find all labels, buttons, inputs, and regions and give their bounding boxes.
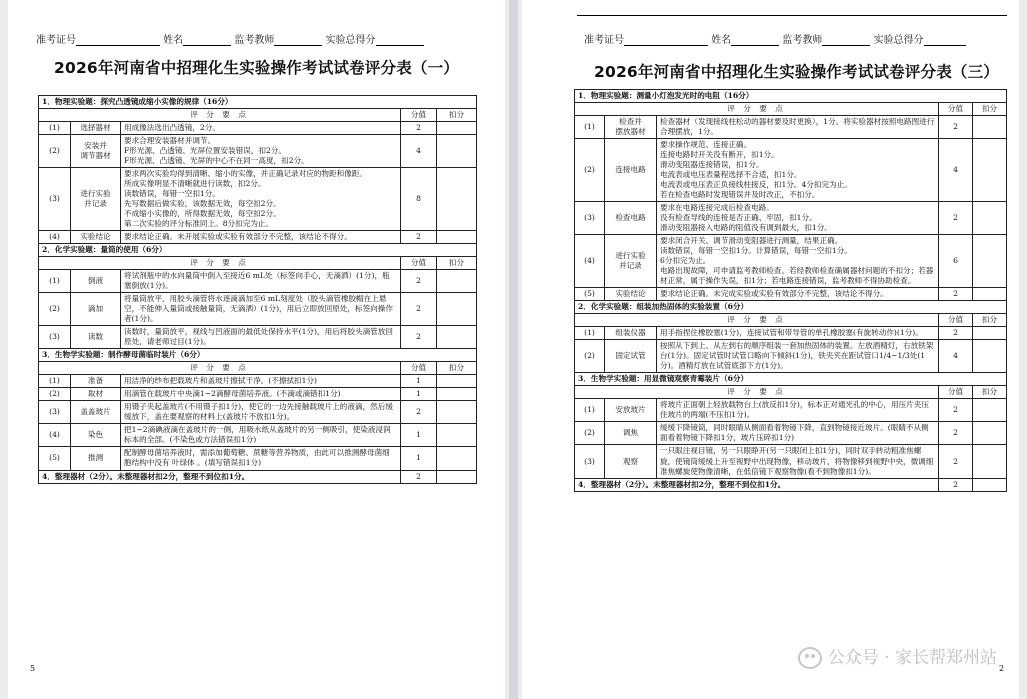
total-score-blank bbox=[924, 35, 966, 46]
row-score: 2 bbox=[939, 399, 973, 422]
section-title-row bbox=[39, 244, 477, 257]
table-row bbox=[575, 116, 1007, 139]
row-score: 1 bbox=[401, 447, 437, 470]
wechat-icon bbox=[798, 647, 822, 669]
row-score: 2 bbox=[939, 445, 973, 478]
row-points: 用成像法选出凸透镜，2分。 bbox=[121, 122, 401, 135]
row-number: (2) bbox=[575, 340, 605, 373]
row-item: 滴加 bbox=[71, 293, 121, 326]
section-title: 1．物理实验题：测量小灯泡发光时的电阻（16分） bbox=[575, 90, 1007, 103]
header-deduction: 扣分 bbox=[973, 386, 1007, 399]
footer-score: 2 bbox=[939, 478, 973, 491]
row-score: 2 bbox=[939, 327, 973, 340]
row-deduction-blank bbox=[437, 388, 477, 401]
row-score: 1 bbox=[401, 388, 437, 401]
footer-tidy-up: 4．整理器材（2分）。未整理器材扣2分，整理不到位扣1分。 bbox=[39, 470, 401, 483]
table-header-row bbox=[575, 103, 1007, 116]
row-item: 染色 bbox=[71, 424, 121, 447]
total-score-blank bbox=[376, 35, 424, 46]
footer-deduction-blank bbox=[973, 478, 1007, 491]
row-item: 读数 bbox=[71, 326, 121, 349]
top-rule bbox=[577, 15, 1007, 16]
row-deduction-blank bbox=[437, 270, 477, 293]
name-blank bbox=[183, 35, 231, 46]
row-number: (3) bbox=[39, 168, 71, 231]
label-total-score: 实验总得分 bbox=[325, 35, 376, 46]
row-score: 6 bbox=[939, 235, 973, 288]
row-points: 缓缓下降镜筒，同时眼睛从侧面看着物镜下降，直到物镜接近玻片。(眼睛不从侧面看着物镜下降扣1分，玻片压碎扣1分) bbox=[657, 422, 939, 445]
row-item: 选择器材 bbox=[71, 122, 121, 135]
row-item: 检查并 摆放器材 bbox=[605, 116, 657, 139]
row-points: 要求结论正确。未开展实验或实验有效部分不完整，该结论不得分。 bbox=[121, 231, 401, 244]
row-number: (3) bbox=[575, 202, 605, 235]
header-score: 分值 bbox=[939, 103, 973, 116]
row-deduction-blank bbox=[437, 122, 477, 135]
proctor-blank bbox=[274, 35, 322, 46]
row-points: 用洁净的纱布把载玻片和盖玻片擦拭干净。(不擦拭扣1分) bbox=[121, 375, 401, 388]
row-deduction-blank bbox=[973, 399, 1007, 422]
row-item: 进行实验 并记录 bbox=[71, 168, 121, 231]
row-item: 连接电路 bbox=[605, 139, 657, 202]
row-score: 2 bbox=[939, 202, 973, 235]
row-number: (4) bbox=[575, 235, 605, 288]
row-points: 按照从下到上、从左到右的顺序组装一套加热固体的装置。左放酒精灯，右放铁架台(1分)。固定试管时试管口略向下倾斜(1分)，铁夹夹在距试管口1/4~1/3处(1分)。酒精灯放在试管底部下方(1分)。 bbox=[657, 340, 939, 373]
row-points: 要求在电路连接完成后检查电路。 没有检查导线的连接是否正确、牢固，扣1分。 滑动变阻器接入电路的阻值没有调到最大，扣1分。 bbox=[657, 202, 939, 235]
row-deduction-blank bbox=[973, 445, 1007, 478]
row-score: 2 bbox=[939, 116, 973, 139]
row-deduction-blank bbox=[437, 293, 477, 326]
row-number: (1) bbox=[39, 122, 71, 135]
table-row bbox=[39, 293, 477, 326]
row-deduction-blank bbox=[973, 116, 1007, 139]
row-points: 要求结论正确。未完成实验或实验有效部分不完整，该结论不得分。 bbox=[657, 288, 939, 301]
section-title: 3．生物学实验题：制作酵母菌临时装片（6分） bbox=[39, 349, 477, 362]
page-number: 2 bbox=[999, 664, 1005, 673]
header-score: 分值 bbox=[401, 109, 437, 122]
table-header-row bbox=[39, 257, 477, 270]
row-number: (2) bbox=[39, 293, 71, 326]
row-score: 1 bbox=[401, 424, 437, 447]
row-points: 用手指捏住橡胶塞(1分)，连接试管和带导管的单孔橡胶塞(有旋转动作)(1分)。 bbox=[657, 327, 939, 340]
row-points: 用镊子夹起盖玻片(不用镊子扣1分)，使它的一边先接触载玻片上的液滴，然后缓缓放下，盖在要观察的材料上(盖玻片不放扣1分)。 bbox=[121, 401, 401, 424]
row-number: (4) bbox=[39, 231, 71, 244]
page-gutter bbox=[509, 0, 518, 699]
table-row bbox=[39, 231, 477, 244]
header-deduction: 扣分 bbox=[973, 314, 1007, 327]
table-row bbox=[39, 135, 477, 168]
row-number: (2) bbox=[575, 139, 605, 202]
row-number: (1) bbox=[575, 116, 605, 139]
section-title-row bbox=[39, 96, 477, 109]
row-points: 将试剂瓶中的水向量筒中倒入至接近6 mL处（标签向手心，无滴洒）(1分)，瓶塞倒放(1分)。 bbox=[121, 270, 401, 293]
exam-sheet-page-1 bbox=[8, 0, 505, 699]
row-number: (3) bbox=[39, 401, 71, 424]
table-row bbox=[575, 445, 1007, 478]
row-points: 用滴管在载玻片中央滴1~2滴酵母菌培养液。(不滴或滴错扣1分) bbox=[121, 388, 401, 401]
label-admission-no: 准考证号 bbox=[36, 35, 76, 46]
header-deduction: 扣分 bbox=[437, 362, 477, 375]
table-row bbox=[575, 340, 1007, 373]
section-title: 2．化学实验题：组装加热固体的实验装置（6分） bbox=[575, 301, 1007, 314]
row-item: 组装仪器 bbox=[605, 327, 657, 340]
row-item: 观察 bbox=[605, 445, 657, 478]
row-deduction-blank bbox=[437, 326, 477, 349]
footer-deduction-blank bbox=[437, 470, 477, 483]
row-score: 2 bbox=[401, 326, 437, 349]
header-scoring-points: 评 分 要 点 bbox=[575, 103, 939, 116]
scoring-table bbox=[38, 95, 477, 484]
row-item: 实验结论 bbox=[605, 288, 657, 301]
table-row bbox=[39, 447, 477, 470]
row-score: 4 bbox=[939, 139, 973, 202]
table-row bbox=[575, 288, 1007, 301]
row-deduction-blank bbox=[437, 168, 477, 231]
row-score: 4 bbox=[401, 135, 437, 168]
row-deduction-blank bbox=[437, 447, 477, 470]
header-deduction: 扣分 bbox=[437, 257, 477, 270]
row-score: 2 bbox=[401, 293, 437, 326]
label-total-score: 实验总得分 bbox=[873, 35, 924, 46]
section-title-row bbox=[39, 349, 477, 362]
row-score: 1 bbox=[401, 375, 437, 388]
row-item: 盖盖玻片 bbox=[71, 401, 121, 424]
page-title: 2026年河南省中招理化生实验操作考试试卷评分表（一） bbox=[53, 59, 460, 77]
table-row bbox=[39, 375, 477, 388]
admission-no-blank bbox=[624, 35, 708, 46]
row-points: 检查器材（发现接线柱松动的器材要及时更换），1分。将实验器材按照电路图进行合理摆放，1分。 bbox=[657, 116, 939, 139]
page-title: 2026年河南省中招理化生实验操作考试试卷评分表（三） bbox=[593, 63, 1000, 81]
header-scoring-points: 评 分 要 点 bbox=[39, 109, 401, 122]
admission-no-blank bbox=[76, 35, 160, 46]
row-deduction-blank bbox=[973, 235, 1007, 288]
row-points: 配制酵母菌培养液时，需添加葡萄糖、蔗糖等营养物质，由此可以推测酵母菌细胞结构中没有 叶绿体 。(填写错误扣1分) bbox=[121, 447, 401, 470]
row-number: (2) bbox=[39, 388, 71, 401]
watermark bbox=[798, 643, 997, 669]
row-deduction-blank bbox=[973, 288, 1007, 301]
row-score: 2 bbox=[401, 231, 437, 244]
row-number: (1) bbox=[575, 327, 605, 340]
row-number: (1) bbox=[39, 375, 71, 388]
row-score: 2 bbox=[401, 122, 437, 135]
row-points: 要求闭合开关、调节滑动变阻器进行测量，结果正确。 读数错误，每错一空扣1分。计算错误，每错一空扣1分。 6分扣完为止。 电路出现故障，可申请监考教师检查。若经教师检查确属器材问题的不扣分；若器材正常，属于操作失误，扣1分；若电路连接错误，监考教师不得协助检查。 bbox=[657, 235, 939, 288]
row-points: 将玻片正面朝上轻放载物台上(放反扣1分)，标本正对通光孔的中心，用压片夹压住玻片的两端(不压扣1分)。 bbox=[657, 399, 939, 422]
table-row bbox=[575, 139, 1007, 202]
row-number: (3) bbox=[575, 445, 605, 478]
scoring-table bbox=[574, 89, 1007, 492]
row-points: 要求两次实验均得到清晰、缩小的实像，并正确记录对应的物距和像距。 所成实像明显不清晰就进行读数，扣2分。 读数错误，每错一空扣1分。 先写数据后做实验，该数据无效，每空扣2分。 不成缩小实像的，所得数据无效，每空扣2分。 第二次实验的评分标准同上。8分扣完为止。 bbox=[121, 168, 401, 231]
exam-sheet-page-2 bbox=[522, 0, 1019, 699]
row-item: 调焦 bbox=[605, 422, 657, 445]
row-deduction-blank bbox=[973, 422, 1007, 445]
section-title: 3．生物学实验题：用显微镜观察青霉装片（6分） bbox=[575, 373, 1007, 386]
header-deduction: 扣分 bbox=[437, 109, 477, 122]
table-header-row bbox=[575, 314, 1007, 327]
row-item: 进行实验 并记录 bbox=[605, 235, 657, 288]
row-deduction-blank bbox=[973, 327, 1007, 340]
label-name: 姓名 bbox=[711, 35, 732, 46]
row-item: 推测 bbox=[71, 447, 121, 470]
table-row bbox=[39, 326, 477, 349]
label-proctor: 监考教师 bbox=[234, 35, 275, 46]
row-deduction-blank bbox=[437, 135, 477, 168]
header-score: 分值 bbox=[401, 362, 437, 375]
table-row bbox=[575, 235, 1007, 288]
row-score: 2 bbox=[939, 288, 973, 301]
header-deduction: 扣分 bbox=[973, 103, 1007, 116]
row-item: 倒液 bbox=[71, 270, 121, 293]
header-fields bbox=[36, 31, 424, 46]
row-number: (2) bbox=[39, 135, 71, 168]
header-scoring-points: 评 分 要 点 bbox=[39, 257, 401, 270]
row-item: 安放玻片 bbox=[605, 399, 657, 422]
row-points: 一只眼注视目镜，另一只眼睁开(另一只眼闭上扣1分)，同时双手转动粗准焦螺旋，使镜筒缓缓上升至视野中出现物像，移动玻片，将物像移到视野中央，微调细准焦螺旋使物像清晰，在低倍镜下观察物像(看不到物像扣1分)。 bbox=[657, 445, 939, 478]
row-deduction-blank bbox=[973, 202, 1007, 235]
table-header-row bbox=[39, 362, 477, 375]
table-row bbox=[39, 270, 477, 293]
row-deduction-blank bbox=[437, 231, 477, 244]
row-number: (5) bbox=[39, 447, 71, 470]
row-number: (3) bbox=[39, 326, 71, 349]
header-score: 分值 bbox=[939, 386, 973, 399]
table-row bbox=[39, 401, 477, 424]
row-deduction-blank bbox=[437, 375, 477, 388]
row-deduction-blank bbox=[973, 340, 1007, 373]
row-item: 取材 bbox=[71, 388, 121, 401]
table-header-row bbox=[575, 386, 1007, 399]
table-row bbox=[575, 202, 1007, 235]
row-points: 将量筒放平，用胶头滴管将水逐滴滴加至6 mL刻度处（胶头滴管橡胶帽在上悬空，不能伸入量筒或接触量筒，无滴洒）(1分)，用后立即放回原处，标签向操作者(1分)。 bbox=[121, 293, 401, 326]
section-title-row bbox=[575, 373, 1007, 386]
section-title: 1．物理实验题：探究凸透镜成缩小实像的规律（16分） bbox=[39, 96, 477, 109]
table-row bbox=[575, 327, 1007, 340]
table-row bbox=[39, 388, 477, 401]
row-points: 读数时，量筒放平，视线与凹液面的最低处保持水平(1分)，用后将胶头滴管放回原处，请老师过目(1分)。 bbox=[121, 326, 401, 349]
name-blank bbox=[731, 35, 779, 46]
row-score: 8 bbox=[401, 168, 437, 231]
header-score: 分值 bbox=[401, 257, 437, 270]
row-score: 4 bbox=[939, 340, 973, 373]
row-score: 2 bbox=[401, 401, 437, 424]
footer-score: 2 bbox=[401, 470, 437, 483]
label-name: 姓名 bbox=[163, 35, 184, 46]
watermark-text: 公众号 · 家长帮郑州站 bbox=[827, 648, 997, 668]
table-row bbox=[575, 422, 1007, 445]
row-score: 2 bbox=[939, 422, 973, 445]
row-points: 要求操作规范、连接正确。 连接电路时开关没有断开，扣1分。 滑动变阻器连接错误，扣1分。 电流表或电压表量程选择不合适，扣1分。 电流表或电压表正负接线柱接反，扣1分。4分扣完为止。 若在检查电路时发现错误并及时改正，不扣分。 bbox=[657, 139, 939, 202]
row-deduction-blank bbox=[973, 139, 1007, 202]
header-fields bbox=[584, 31, 966, 46]
header-scoring-points: 评 分 要 点 bbox=[575, 314, 939, 327]
row-item: 准备 bbox=[71, 375, 121, 388]
row-number: (4) bbox=[39, 424, 71, 447]
row-score: 2 bbox=[401, 270, 437, 293]
row-number: (2) bbox=[575, 422, 605, 445]
row-deduction-blank bbox=[437, 401, 477, 424]
section-title-row bbox=[575, 90, 1007, 103]
row-points: 要求合理安装器材并调节。 F形光源、凸透镜、光屏位置安装错误，扣2分。 F形光源、凸透镜、光屏的中心不在同一高度，扣2分。 bbox=[121, 135, 401, 168]
row-deduction-blank bbox=[437, 424, 477, 447]
label-proctor: 监考教师 bbox=[782, 35, 823, 46]
table-row bbox=[39, 168, 477, 231]
label-admission-no: 准考证号 bbox=[584, 35, 624, 46]
row-number: (5) bbox=[575, 288, 605, 301]
row-points: 把1~2滴碘液滴在盖玻片的一侧，用吸水纸从盖玻片的另一侧吸引，使染液浸润标本的全部。(不染色或方法错误扣1分) bbox=[121, 424, 401, 447]
table-row bbox=[575, 399, 1007, 422]
footer-tidy-up: 4．整理器材（2分）。未整理器材扣2分，整理不到位扣1分。 bbox=[575, 478, 939, 491]
footer-row bbox=[39, 470, 477, 483]
footer-row bbox=[575, 478, 1007, 491]
header-scoring-points: 评 分 要 点 bbox=[39, 362, 401, 375]
header-scoring-points: 评 分 要 点 bbox=[575, 386, 939, 399]
row-number: (1) bbox=[575, 399, 605, 422]
table-row bbox=[39, 424, 477, 447]
table-row bbox=[39, 122, 477, 135]
row-item: 实验结论 bbox=[71, 231, 121, 244]
header-score: 分值 bbox=[939, 314, 973, 327]
row-number: (1) bbox=[39, 270, 71, 293]
section-title: 2．化学实验题：量筒的使用（6分） bbox=[39, 244, 477, 257]
section-title-row bbox=[575, 301, 1007, 314]
row-item: 检查电路 bbox=[605, 202, 657, 235]
row-item: 固定试管 bbox=[605, 340, 657, 373]
row-item: 安装并 调节器材 bbox=[71, 135, 121, 168]
proctor-blank bbox=[822, 35, 870, 46]
table-header-row bbox=[39, 109, 477, 122]
page-number: 5 bbox=[30, 664, 36, 673]
